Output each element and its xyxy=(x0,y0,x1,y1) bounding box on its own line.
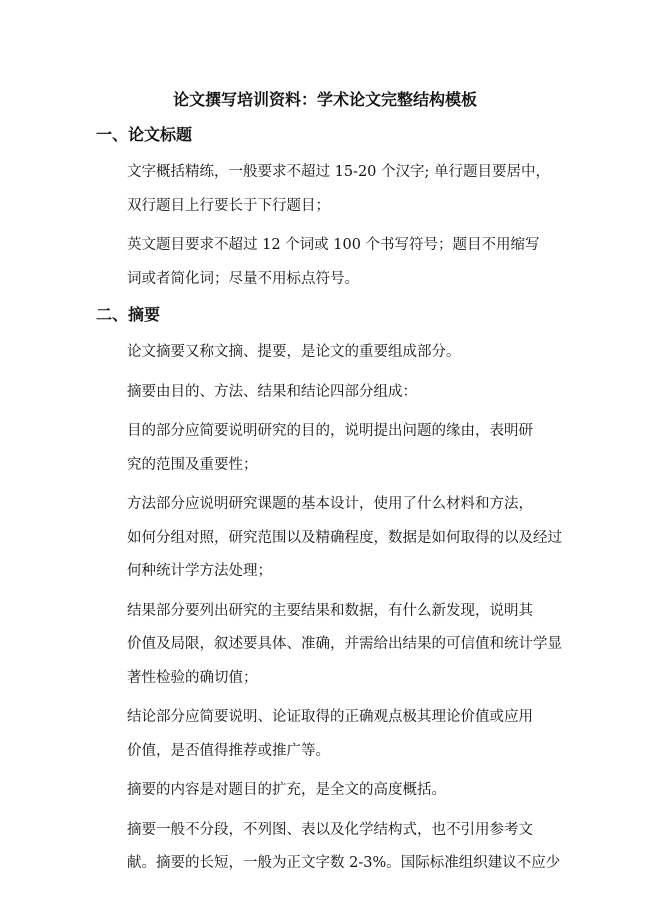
paragraph-line: 摘要由目的、方法、结果和结论四部分组成： xyxy=(127,383,417,400)
paragraph-line: 如何分组对照，研究范围以及精确程度，数据是如何取得的以及经过 xyxy=(127,529,562,546)
paragraph-line: 目的部分应简要说明研究的目的，说明提出问题的缘由，表明研 xyxy=(127,423,533,439)
paragraph-line: 英文题目要求不超过 12 个词或 100 个书写符号；题目不用缩写 xyxy=(127,237,540,253)
paragraph xyxy=(96,336,558,370)
paragraph xyxy=(96,488,562,589)
paragraph-line: 论文摘要又称文摘、提要，是论文的重要组成部分。 xyxy=(127,344,461,360)
paragraph-line: 著性检验的确切值； xyxy=(127,669,258,686)
paragraph-line: 摘要的内容是对题目的扩充，是全文的高度概括。 xyxy=(127,782,446,798)
document-title: 论文撰写培训资料：学术论文完整结构模板 xyxy=(172,90,477,109)
paragraph xyxy=(96,814,561,881)
paragraph xyxy=(96,156,558,223)
paragraph-line: 方法部分应说明研究课题的基本设计，使用了什么材料和方法， xyxy=(127,496,533,512)
document-body xyxy=(96,118,562,887)
paragraph-line: 献。摘要的长短，一般为正文字数 2-3%。国际标准组织建议不应少 xyxy=(127,855,561,871)
paragraph-line: 究的范围及重要性； xyxy=(127,456,258,473)
section-heading-abstract: 二、摘要 xyxy=(96,305,161,324)
paragraph-line: 价值及局限，叙述要具体、准确，并需给出结果的可信值和统计学显 xyxy=(127,636,562,652)
paragraph-line: 何种统计学方法处理； xyxy=(127,563,272,579)
paragraph-line: 结果部分要列出研究的主要结果和数据，有什么新发现，说明其 xyxy=(127,602,533,619)
paragraph xyxy=(96,376,558,410)
section-heading-title: 一、论文标题 xyxy=(96,125,193,144)
paragraph-line: 摘要一般不分段，不列图、表以及化学结构式，也不引用参考文 xyxy=(127,821,533,838)
paragraph-line: 文字概括精练，一般要求不超过 15-20 个汉字; 单行题目要居中， xyxy=(127,164,551,180)
paragraph-line: 价值，是否值得推荐或推广等。 xyxy=(127,742,330,759)
paragraph xyxy=(96,774,558,808)
paragraph xyxy=(96,595,562,696)
paragraph-line: 结论部分应简要说明、论证取得的正确观点极其理论价值或应用 xyxy=(127,709,533,725)
paragraph-line: 双行题目上行要长于下行题目； xyxy=(127,197,330,214)
paragraph xyxy=(96,229,558,296)
paragraph xyxy=(96,415,558,482)
paragraph xyxy=(96,701,558,768)
paragraph-line: 词或者简化词；尽量不用标点符号。 xyxy=(127,270,359,287)
